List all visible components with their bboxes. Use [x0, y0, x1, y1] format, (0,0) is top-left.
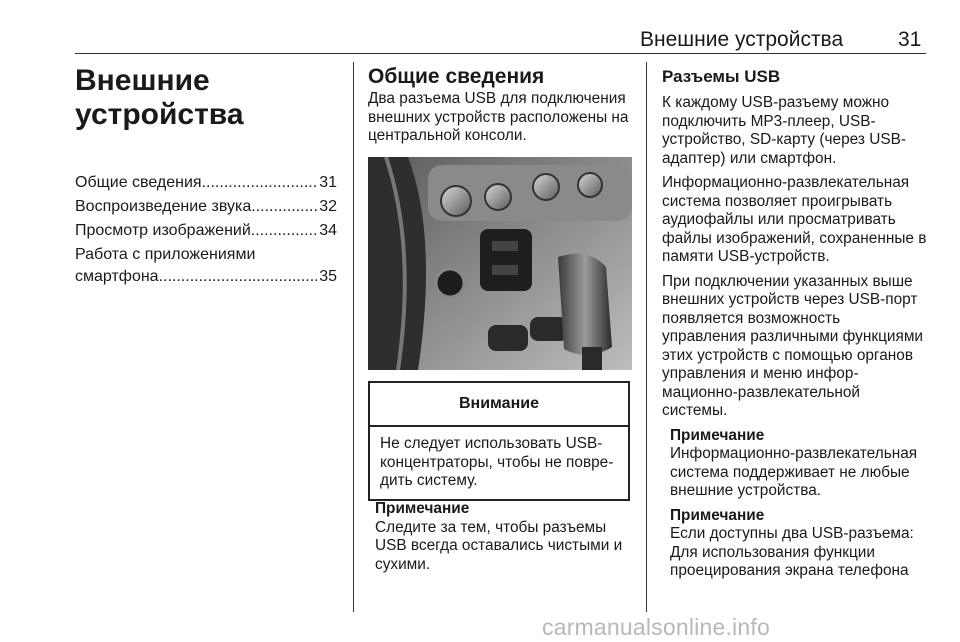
toc-entry-label-line1: Работа с приложениями	[75, 246, 256, 263]
warning-box	[368, 381, 630, 501]
note-two-usb	[670, 507, 928, 581]
toc-entry-smartphone[interactable]	[75, 244, 337, 288]
usb-section	[662, 66, 928, 581]
warning-text: Не следует использовать USB-концентраторы, чтобы не повредить систему.	[380, 435, 614, 489]
note-text: Информационно-развлекательная система поддерживает не любые внешние устройства.	[670, 445, 918, 499]
toc-entry-page: 34	[319, 222, 337, 239]
toc-entry-label: Просмотр изображений	[75, 222, 251, 239]
usb-console-photo	[368, 157, 632, 370]
column-divider-1	[353, 62, 354, 612]
watermark: carmanualsonline.info	[542, 614, 770, 640]
note-title: Примечание	[670, 506, 765, 524]
toc-entry-audio[interactable]	[75, 196, 337, 218]
toc-entry-label: Воспроизведение звука	[75, 198, 252, 215]
note-title: Примечание	[375, 500, 470, 517]
toc-leader-dots	[159, 266, 318, 288]
note-supported-devices	[670, 427, 928, 501]
general-heading: Общие сведения	[368, 65, 545, 88]
toc-leader-dots	[251, 220, 317, 242]
toc-entry-page: 31	[319, 174, 337, 191]
toc-entry-page: 32	[319, 198, 337, 215]
usb-paragraph-1: К каждому USB-разъему можно подключить MP3-плеер, USB-устройство, SD-карту (через USB-адаптер) или смартфон.	[662, 94, 906, 167]
toc-entry-images[interactable]	[75, 220, 337, 242]
chapter-title-line2: устройства	[75, 98, 244, 131]
toc-leader-dots	[251, 196, 317, 218]
usb-paragraph-3: При подключении указанных выше внешних устройств через USB-порт появляется возможность управления различными функциями этих устройств с помощью органов управления и меню информационно-развлекательной системы.	[662, 272, 924, 419]
toc-leader-dots	[202, 172, 318, 194]
chapter-title	[75, 64, 244, 132]
toc-entry-label: Общие сведения	[75, 174, 202, 191]
toc-entry-label: смартфона	[75, 268, 159, 285]
toc-entry-general[interactable]	[75, 172, 337, 194]
chapter-title-line1: Внешние	[75, 64, 210, 97]
note-text: Если доступны два USB-разъема: Для использования функции проецирования экрана телефона	[670, 525, 914, 579]
page-number: 31	[898, 28, 922, 51]
usb-heading: Разъемы USB	[662, 67, 781, 86]
column-divider-2	[646, 62, 647, 612]
toc-entry-page: 35	[319, 268, 337, 285]
usb-paragraph-2: Информационно-развлекательная система позволяет проигрывать аудиофайлы или просматривать файлы изображений, сохраненные в памяти USB-устройств.	[662, 174, 927, 265]
table-of-contents	[75, 172, 337, 290]
general-intro: Два разъема USB для подключения внешних устройств расположены на центральной консоли.	[368, 90, 629, 144]
header-title: Внешние устройства	[640, 28, 844, 51]
note-usb-clean	[375, 500, 637, 574]
header-divider	[75, 53, 926, 54]
note-text: Следите за тем, чтобы разъемы USB всегда оставались чистыми и сухими.	[375, 518, 623, 573]
warning-title: Внимание	[370, 383, 628, 427]
note-title: Примечание	[670, 426, 765, 444]
general-section	[368, 64, 633, 152]
